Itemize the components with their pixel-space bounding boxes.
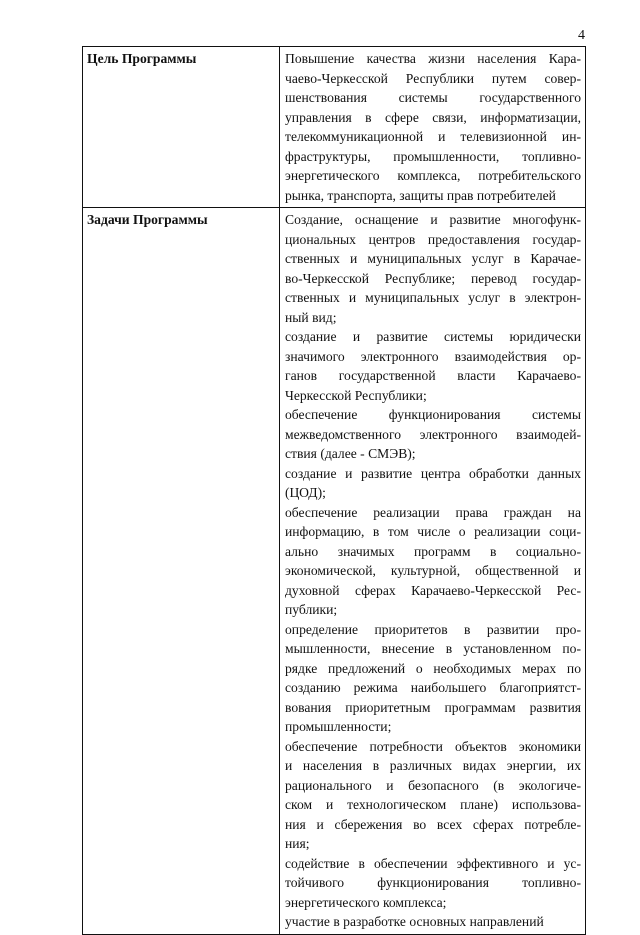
text-line: мышленности, внесение в установленном по-	[285, 641, 581, 656]
text-line: ния и сбережения во всех сферах потребле-	[285, 816, 581, 832]
text-line: информацию, в том числе о реализации соци-	[285, 524, 581, 539]
text-line: ный вид;	[285, 309, 337, 325]
text-line: энергетического комплекса;	[285, 894, 447, 910]
row-text-goal	[280, 47, 586, 208]
text-line: во-Черкесской Республике; перевод государ-	[285, 270, 581, 286]
text-line: ально значимых программ в социально-	[285, 543, 581, 559]
text-line: созданию режима наибольшего благоприятст-	[285, 680, 581, 695]
text-line: фраструктуры, промышленности, топливно-	[285, 148, 581, 164]
text-line: обеспечение потребности объектов экономики	[285, 738, 581, 754]
text-line: шенствования системы государственного	[285, 90, 581, 105]
text-line: создание и развитие центра обработки данных	[285, 465, 581, 481]
text-line: ствия (далее - СМЭВ);	[285, 446, 416, 461]
text-line: определение приоритетов в развитии про-	[285, 621, 581, 637]
text-line: Повышение качества жизни населения Кара-	[285, 51, 581, 66]
text-line: участие в разработке основных направлений	[285, 914, 544, 929]
text-line: рынка, транспорта, защиты прав потребителей	[285, 187, 556, 203]
text-line: энергетического комплекса, потребительского	[285, 168, 581, 183]
text-line: ганов государственной власти Карачаево-	[285, 368, 581, 383]
text-line: промышленности;	[285, 719, 392, 734]
row-label-tasks: Задачи Программы	[83, 208, 280, 935]
text-line: ния;	[285, 836, 310, 851]
text-line: вования приоритетным программам развития	[285, 699, 581, 715]
text-line: Создание, оснащение и развитие многофунк-	[285, 212, 581, 227]
row-text-tasks	[280, 208, 586, 935]
row-label-goal: Цель Программы	[83, 47, 280, 208]
text-line: содействие в обеспечении эффективного и ус-	[285, 855, 581, 871]
text-line: (ЦОД);	[285, 485, 326, 500]
text-line: экономической, культурной, общественной и	[285, 563, 581, 578]
text-line: ском и технологическом плане) использова-	[285, 797, 581, 812]
table-row	[83, 208, 586, 935]
text-line: рядке предложений о необходимых мерах по	[285, 660, 581, 676]
text-line: значимого электронного взаимодействия ор-	[285, 348, 581, 364]
text-line: циональных центров предоставления государ-	[285, 231, 581, 247]
text-line: обеспечение реализации права граждан на	[285, 504, 581, 520]
page-number: 4	[578, 28, 585, 43]
text-line: тойчивого функционирования топливно-	[285, 875, 581, 890]
text-line: межведомственного электронного взаимодей-	[285, 426, 581, 442]
text-line: духовной сферах Карачаево-Черкесской Рес-	[285, 582, 581, 598]
text-line: Черкесской Республики;	[285, 387, 427, 403]
text-line: телекоммуникационной и телевизионной ин-	[285, 129, 581, 144]
text-line: публики;	[285, 602, 338, 617]
text-line: обеспечение функционирования системы	[285, 407, 581, 422]
table-row	[83, 47, 586, 208]
program-passport-table	[82, 46, 586, 935]
text-line: управления в сфере связи, информатизации,	[285, 109, 581, 125]
text-line: создание и развитие системы юридически	[285, 329, 581, 344]
text-line: и населения в различных видах энергии, их	[285, 758, 581, 773]
text-line: чаево-Черкесской Республики путем совер-	[285, 70, 581, 86]
text-line: рационального и безопасного (в экологиче-	[285, 777, 581, 793]
text-line: ственных и муниципальных услуг в Карачае-	[285, 251, 581, 266]
text-line: ственных и муниципальных услуг в электрон-	[285, 290, 581, 305]
